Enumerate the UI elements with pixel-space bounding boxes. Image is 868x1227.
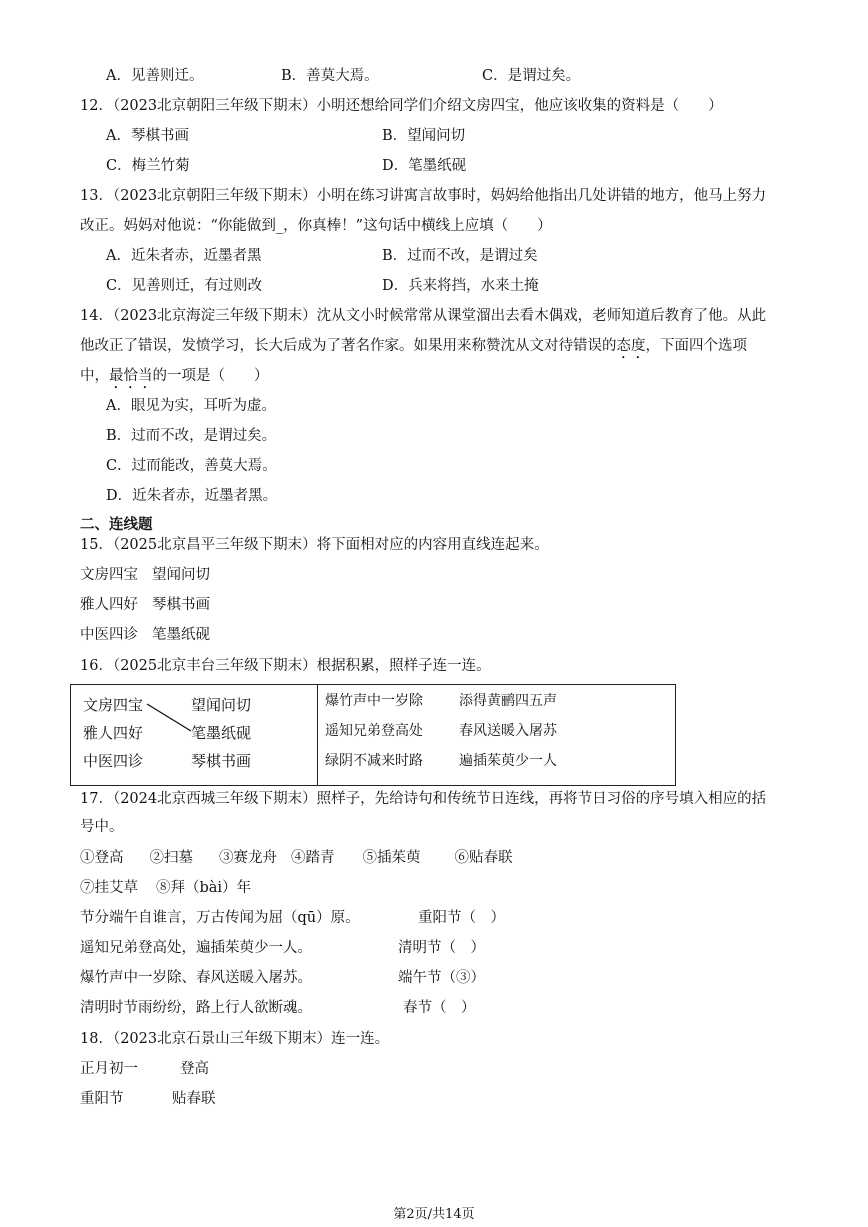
custom-item: ⑦挂艾草 [80, 880, 138, 896]
poem-right-line: 遍插茱萸少一人 [459, 753, 557, 769]
figure-divider [317, 685, 318, 785]
q17-festival: 春节（ ） [403, 1000, 476, 1016]
q17-verse: 遥知兄弟登高处，遍插茱萸少一人。 [80, 940, 312, 956]
q15-row-1 [80, 565, 210, 585]
q15-stem: 15．（2025北京昌平三年级下期末）将下面相对应的内容用直线连起来。 [80, 537, 549, 553]
q17-festival: 重阳节（ ） [418, 910, 505, 926]
q13-stem-line1: 13．（2023北京朝阳三年级下期末）小明在练习讲寓言故事时，妈妈给他指出几处讲错的地方，他马上努力 [80, 188, 767, 204]
page-number-footer: 第2页/共14页 [393, 1207, 475, 1222]
q14-emphasis-attitude: 态度 [616, 338, 646, 354]
q13-option-d: D．兵来将挡，水来土掩 [382, 278, 539, 294]
q17-stem-line2: 号中。 [80, 819, 124, 835]
q17-stem-line1: 17．（2024北京西城三年级下期末）照样子，先给诗句和传统节日连线，再将节日习俗的序号填入相应的括 [80, 791, 767, 807]
q13-stem-line2: 改正。妈妈对他说：“你能做到_，你真棒！”这句话中横线上应填（ ） [80, 218, 552, 234]
poem-left-line: 绿阴不减来时路 [325, 753, 423, 769]
custom-item: ②扫墓 [149, 850, 193, 866]
q14-line3-after: 的一项是（ ） [152, 368, 269, 384]
q15-right-item: 望闻问切 [152, 567, 210, 583]
q12-option-d: D．笔墨纸砚 [382, 158, 467, 174]
q15-left-item: 中医四诊 [80, 627, 138, 643]
example-right-item: 琴棋书画 [191, 752, 252, 770]
q14-line3-before: 中， [80, 368, 109, 384]
q18-left-item: 重阳节 [80, 1091, 124, 1107]
q11-option-a: A．见善则迁。 [106, 68, 204, 84]
example-left-item: 中医四诊 [83, 752, 144, 770]
q14-stem-line2 [80, 336, 747, 362]
q17-festival: 端午节（③） [398, 970, 485, 986]
q18-stem: 18．（2023北京石景山三年级下期末）连一连。 [80, 1031, 390, 1047]
q12-option-a: A．琴棋书画 [106, 128, 189, 144]
q14-stem-line3 [80, 366, 269, 392]
q17-verse: 清明时节雨纷纷，路上行人欲断魂。 [80, 1000, 312, 1016]
q14-option-c: C．过而能改，善莫大焉。 [106, 458, 277, 474]
custom-item: ③赛龙舟 [219, 850, 277, 866]
q14-emphasis-most-appropriate: 最恰当 [109, 368, 153, 384]
q17-customs-row-2 [80, 878, 251, 898]
example-right-item: 望闻问切 [191, 696, 252, 714]
example-left-item: 雅人四好 [83, 724, 144, 742]
q12-stem: 12．（2023北京朝阳三年级下期末）小明还想给同学们介绍文房四宝，他应该收集的资料是（ ） [80, 98, 723, 114]
example-connecting-line [71, 685, 317, 785]
q15-left-item: 文房四宝 [80, 567, 138, 583]
q15-row-2 [80, 595, 210, 615]
q12-option-c: C．梅兰竹菊 [106, 158, 190, 174]
q14-line2-before: 他改正了错误，发愤学习，长大后成为了著名作家。如果用来称赞沈从文对待错误的 [80, 338, 617, 354]
poem-right-line: 添得黄鹂四五声 [459, 693, 557, 709]
q17-festival: 清明节（ ） [398, 940, 485, 956]
poem-left-line: 遥知兄弟登高处 [325, 723, 423, 739]
q14-option-d: D．近朱者赤，近墨者黑。 [106, 488, 278, 504]
q16-matching-figure [70, 684, 676, 786]
q15-right-item: 笔墨纸砚 [152, 627, 210, 643]
custom-item: ⑤插茱萸 [362, 850, 421, 866]
q11-option-c: C．是谓过矣。 [482, 68, 581, 84]
q14-stem-line1: 14．（2023北京海淀三年级下期末）沈从文小时候常常从课堂溜出去看木偶戏，老师知道后教育了他。从此 [80, 308, 767, 324]
poem-right-line: 春风送暖入屠苏 [459, 723, 557, 739]
example-left-item: 文房四宝 [83, 696, 144, 714]
q15-right-item: 琴棋书画 [152, 597, 210, 613]
custom-item: ⑧拜（bài）年 [156, 880, 252, 896]
q18-right-item: 贴春联 [172, 1091, 216, 1107]
q11-option-b: B．善莫大焉。 [281, 68, 379, 84]
q16-stem: 16．（2025北京丰台三年级下期末）根据积累，照样子连一连。 [80, 658, 491, 674]
q14-line2-after: ，下面四个选项 [645, 338, 747, 354]
q14-option-b: B．过而不改，是谓过矣。 [106, 428, 277, 444]
q17-verse: 爆竹声中一岁除、春风送暖入屠苏。 [80, 970, 312, 986]
q17-customs-row-1 [80, 848, 513, 868]
poem-left-line: 爆竹声中一岁除 [325, 693, 423, 709]
example-connecting-line [147, 704, 191, 731]
q15-row-3 [80, 625, 210, 645]
example-right-item: 笔墨纸砚 [191, 724, 252, 742]
custom-item: ⑥贴春联 [454, 850, 513, 866]
q18-right-item: 登高 [180, 1061, 209, 1077]
q12-option-b: B．望闻问切 [382, 128, 466, 144]
q13-option-c: C．见善则迁，有过则改 [106, 278, 263, 294]
section-heading-matching: 二、连线题 [80, 517, 153, 533]
q15-left-item: 雅人四好 [80, 597, 138, 613]
q17-verse: 节分端午自谁言，万古传闻为屈（qū）原。 [80, 910, 360, 926]
custom-item: ①登高 [80, 850, 124, 866]
q14-option-a: A．眼见为实，耳听为虚。 [106, 398, 276, 414]
q18-left-item: 正月初一 [80, 1061, 138, 1077]
q13-option-a: A．近朱者赤，近墨者黑 [106, 248, 262, 264]
custom-item: ④踏青 [291, 850, 335, 866]
q13-option-b: B．过而不改，是谓过矣 [382, 248, 538, 264]
